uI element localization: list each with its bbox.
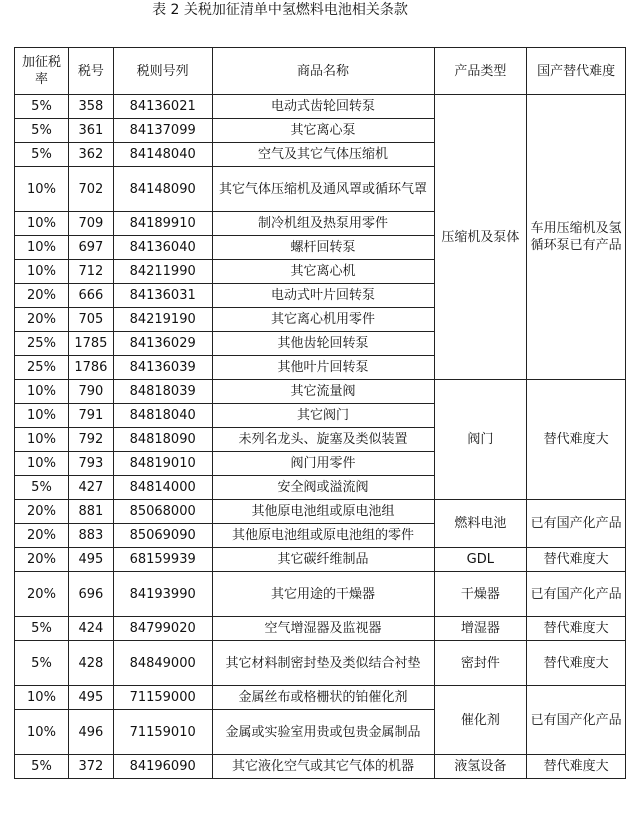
product-name-cell: 其他叶片回转泵 xyxy=(212,356,434,380)
header-row xyxy=(15,48,626,95)
tariff-code-cell: 84193990 xyxy=(113,572,212,617)
tariff-code-cell: 71159010 xyxy=(113,710,212,755)
rate-cell: 10% xyxy=(15,428,69,452)
table-row xyxy=(15,548,626,572)
tariff-code-cell: 85068000 xyxy=(113,500,212,524)
tax-number-cell: 881 xyxy=(68,500,113,524)
tax-number-cell: 372 xyxy=(68,755,113,779)
tax-number-cell: 495 xyxy=(68,686,113,710)
tariff-code-cell: 84799020 xyxy=(113,617,212,641)
rate-cell: 10% xyxy=(15,260,69,284)
product-name-cell: 其它气体压缩机及通风罩或循环气罩 xyxy=(212,167,434,212)
tariff-code-cell: 84148090 xyxy=(113,167,212,212)
rate-cell: 10% xyxy=(15,452,69,476)
difficulty-cell: 替代难度大 xyxy=(527,755,626,779)
header-tariff-code: 税则号列 xyxy=(113,48,212,95)
rate-cell: 10% xyxy=(15,686,69,710)
rate-cell: 20% xyxy=(15,524,69,548)
table-caption: 表 2 关税加征清单中氢燃料电池相关条款 xyxy=(152,2,408,18)
product-name-cell: 其它离心泵 xyxy=(212,119,434,143)
rate-cell: 10% xyxy=(15,404,69,428)
rate-cell: 5% xyxy=(15,476,69,500)
product-type-cell: 压缩机及泵体 xyxy=(434,95,527,380)
rate-cell: 20% xyxy=(15,548,69,572)
tax-number-cell: 666 xyxy=(68,284,113,308)
product-type-cell: 液氢设备 xyxy=(434,755,527,779)
product-type-cell: GDL xyxy=(434,548,527,572)
product-type-cell: 密封件 xyxy=(434,641,527,686)
tariff-code-cell: 84818040 xyxy=(113,404,212,428)
product-name-cell: 螺杆回转泵 xyxy=(212,236,434,260)
difficulty-cell: 替代难度大 xyxy=(527,548,626,572)
tax-number-cell: 696 xyxy=(68,572,113,617)
tax-number-cell: 709 xyxy=(68,212,113,236)
rate-cell: 5% xyxy=(15,119,69,143)
tariff-code-cell: 84136031 xyxy=(113,284,212,308)
tax-number-cell: 358 xyxy=(68,95,113,119)
product-name-cell: 其他原电池组或原电池组的零件 xyxy=(212,524,434,548)
rate-cell: 5% xyxy=(15,143,69,167)
product-name-cell: 未列名龙头、旋塞及类似装置 xyxy=(212,428,434,452)
product-name-cell: 安全阀或溢流阀 xyxy=(212,476,434,500)
rate-cell: 5% xyxy=(15,641,69,686)
difficulty-cell: 替代难度大 xyxy=(527,617,626,641)
rate-cell: 20% xyxy=(15,572,69,617)
product-name-cell: 金属丝布或格栅状的铂催化剂 xyxy=(212,686,434,710)
rate-cell: 10% xyxy=(15,710,69,755)
tariff-code-cell: 84189910 xyxy=(113,212,212,236)
rate-cell: 10% xyxy=(15,212,69,236)
header-product-type: 产品类型 xyxy=(434,48,527,95)
tax-number-cell: 495 xyxy=(68,548,113,572)
header-difficulty: 国产替代难度 xyxy=(527,48,626,95)
rate-cell: 25% xyxy=(15,356,69,380)
tax-number-cell: 361 xyxy=(68,119,113,143)
rate-cell: 10% xyxy=(15,236,69,260)
tariff-code-cell: 84219190 xyxy=(113,308,212,332)
rate-cell: 20% xyxy=(15,500,69,524)
rate-cell: 20% xyxy=(15,284,69,308)
tariff-code-cell: 84136021 xyxy=(113,95,212,119)
tax-number-cell: 705 xyxy=(68,308,113,332)
difficulty-cell: 已有国产化产品 xyxy=(527,572,626,617)
tax-number-cell: 424 xyxy=(68,617,113,641)
tariff-code-cell: 84211990 xyxy=(113,260,212,284)
product-type-cell: 增湿器 xyxy=(434,617,527,641)
tariff-code-cell: 84849000 xyxy=(113,641,212,686)
tariff-code-cell: 84818090 xyxy=(113,428,212,452)
product-name-cell: 其它用途的干燥器 xyxy=(212,572,434,617)
tariff-code-cell: 84136040 xyxy=(113,236,212,260)
rate-cell: 5% xyxy=(15,617,69,641)
rate-cell: 5% xyxy=(15,95,69,119)
rate-cell: 20% xyxy=(15,308,69,332)
product-name-cell: 其他原电池组或原电池组 xyxy=(212,500,434,524)
product-name-cell: 其它离心机用零件 xyxy=(212,308,434,332)
rate-cell: 5% xyxy=(15,755,69,779)
tax-number-cell: 712 xyxy=(68,260,113,284)
rate-cell: 25% xyxy=(15,332,69,356)
product-name-cell: 电动式齿轮回转泵 xyxy=(212,95,434,119)
table-row xyxy=(15,572,626,617)
tax-number-cell: 792 xyxy=(68,428,113,452)
product-type-cell: 干燥器 xyxy=(434,572,527,617)
tariff-code-cell: 84819010 xyxy=(113,452,212,476)
product-name-cell: 其它阀门 xyxy=(212,404,434,428)
table-row xyxy=(15,755,626,779)
tax-number-cell: 428 xyxy=(68,641,113,686)
difficulty-cell: 已有国产化产品 xyxy=(527,500,626,548)
tariff-code-cell: 84137099 xyxy=(113,119,212,143)
tax-number-cell: 362 xyxy=(68,143,113,167)
product-name-cell: 阀门用零件 xyxy=(212,452,434,476)
tax-number-cell: 793 xyxy=(68,452,113,476)
table-row xyxy=(15,686,626,710)
difficulty-cell: 替代难度大 xyxy=(527,641,626,686)
product-name-cell: 金属或实验室用贵或包贵金属制品 xyxy=(212,710,434,755)
tariff-code-cell: 84196090 xyxy=(113,755,212,779)
product-name-cell: 其它流量阀 xyxy=(212,380,434,404)
product-name-cell: 其它材料制密封垫及类似结合衬垫 xyxy=(212,641,434,686)
tariff-code-cell: 84136039 xyxy=(113,356,212,380)
difficulty-cell: 已有国产化产品 xyxy=(527,686,626,755)
tax-number-cell: 697 xyxy=(68,236,113,260)
tax-number-cell: 427 xyxy=(68,476,113,500)
tariff-code-cell: 85069090 xyxy=(113,524,212,548)
header-rate: 加征税率 xyxy=(15,48,69,95)
product-name-cell: 其它液化空气或其它气体的机器 xyxy=(212,755,434,779)
table-row xyxy=(15,500,626,524)
product-type-cell: 阀门 xyxy=(434,380,527,500)
tax-number-cell: 883 xyxy=(68,524,113,548)
product-name-cell: 空气增湿器及监视器 xyxy=(212,617,434,641)
product-name-cell: 其他齿轮回转泵 xyxy=(212,332,434,356)
header-product-name: 商品名称 xyxy=(212,48,434,95)
tariff-code-cell: 84814000 xyxy=(113,476,212,500)
tariff-code-cell: 84136029 xyxy=(113,332,212,356)
tax-number-cell: 702 xyxy=(68,167,113,212)
rate-cell: 10% xyxy=(15,167,69,212)
difficulty-cell: 车用压缩机及氢循环泵已有产品 xyxy=(527,95,626,380)
product-name-cell: 制冷机组及热泵用零件 xyxy=(212,212,434,236)
tax-number-cell: 1785 xyxy=(68,332,113,356)
table-row xyxy=(15,95,626,119)
product-type-cell: 催化剂 xyxy=(434,686,527,755)
tax-number-cell: 496 xyxy=(68,710,113,755)
rate-cell: 10% xyxy=(15,380,69,404)
product-type-cell: 燃料电池 xyxy=(434,500,527,548)
header-tax-number: 税号 xyxy=(68,48,113,95)
tariff-code-cell: 68159939 xyxy=(113,548,212,572)
tax-number-cell: 790 xyxy=(68,380,113,404)
product-name-cell: 电动式叶片回转泵 xyxy=(212,284,434,308)
difficulty-cell: 替代难度大 xyxy=(527,380,626,500)
tariff-table xyxy=(14,47,626,779)
product-name-cell: 空气及其它气体压缩机 xyxy=(212,143,434,167)
tax-number-cell: 791 xyxy=(68,404,113,428)
table-row xyxy=(15,380,626,404)
product-name-cell: 其它离心机 xyxy=(212,260,434,284)
tariff-code-cell: 84818039 xyxy=(113,380,212,404)
table-row xyxy=(15,641,626,686)
product-name-cell: 其它碳纤维制品 xyxy=(212,548,434,572)
tariff-code-cell: 71159000 xyxy=(113,686,212,710)
table-row xyxy=(15,617,626,641)
tariff-code-cell: 84148040 xyxy=(113,143,212,167)
tax-number-cell: 1786 xyxy=(68,356,113,380)
